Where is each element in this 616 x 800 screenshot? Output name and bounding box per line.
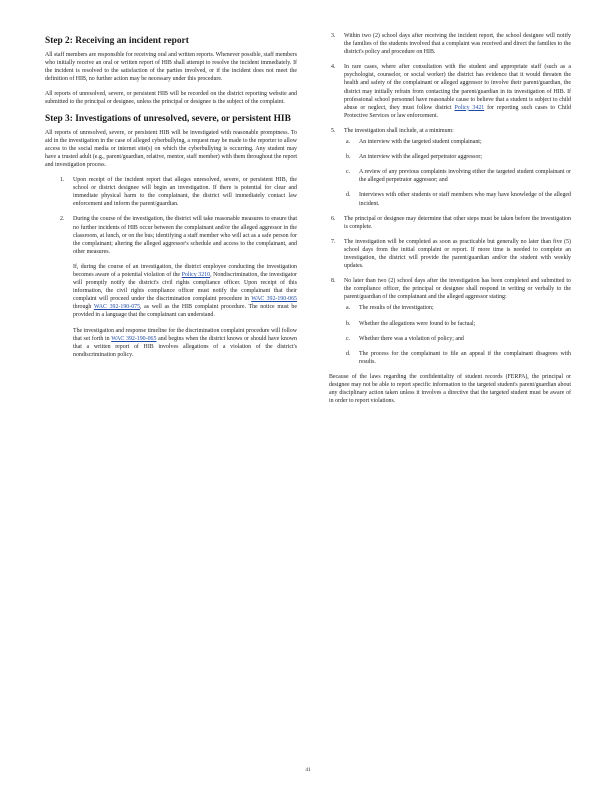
- list-item: [329, 215, 571, 231]
- list-item-number: 7.: [331, 238, 336, 245]
- sub-item-text: An interview with the targeted student complainant;: [359, 139, 482, 146]
- response-contents-sublist: [344, 304, 571, 365]
- wac-392-190-065-link[interactable]: WAC 392-190-065: [251, 296, 297, 303]
- list-item: [45, 176, 297, 208]
- civil-rights-text-4: , as well as the HIB complaint procedure. The notice must be provided in a language that the complainant can understand.: [73, 304, 297, 319]
- list-item: [329, 277, 571, 366]
- list-item-text: The principal or designee may determine that other steps must be taken before the investigation is complete.: [344, 215, 571, 230]
- investigation-steps-list-continued: [329, 32, 571, 366]
- list-item-text: During the course of the investigation, the district will take reasonable measures to ensure that no further incidents of HIB occur between the complainant and/or the alleged aggressor in the classroom, at lunch, or on the bus; identifying a staff member who will act as a safe person for the complainant; altering the alleged aggressor's schedule and access to the complainant, and other measures.: [73, 216, 297, 255]
- investigation-minimum-sublist: [344, 138, 571, 208]
- list-item: [329, 63, 571, 120]
- sub-list-item: [344, 320, 571, 328]
- list-item: [45, 215, 297, 255]
- list-item-number: 5.: [331, 127, 336, 134]
- list-item-text-cont: for reporting such cases to Child Protective Services or law enforcement.: [344, 104, 572, 119]
- policy-3210-link[interactable]: Policy 3210: [181, 271, 211, 278]
- step2-heading: Step 2: Receiving an incident report: [45, 36, 189, 46]
- sub-item-text: Whether there was a violation of policy; and: [359, 335, 464, 342]
- list-item-number: 2.: [60, 216, 65, 223]
- sub-list-item: [344, 138, 571, 146]
- list-item-text: In rare cases, where after consultation with the student and appropriate staff (such as a psychologist, counselor, or social worker) the district has evidence that it would threaten the health and safety of the complainant or alleged aggressor to involve their parent/guardian, the district may initially refrain from contacting the parent/guardian in its investigation of HIB. If professional school personnel have reasonable cause to believe that a student is subject to child abuse or neglect, they must follow district: [344, 64, 571, 111]
- sub-item-letter: b.: [346, 154, 351, 161]
- sub-item-text: Interviews with other students or staff members who may have knowledge of the alleged incident.: [359, 192, 571, 207]
- civil-rights-text-1: If, during the course of an investigation, the district employee conducting the investigation becomes aware of a potential violation of the: [73, 263, 297, 278]
- sub-item-letter: b.: [346, 320, 351, 327]
- timeline-text-1: The investigation and response timeline for the discrimination complaint procedure will follow that set forth in: [73, 327, 297, 342]
- sub-list-item: [344, 304, 571, 312]
- sub-item-text: A review of any previous complaints involving either the targeted student complainant or the alleged perpetrator aggressor; and: [359, 169, 571, 184]
- list-item: [329, 238, 571, 270]
- sub-item-letter: d.: [346, 192, 351, 199]
- right-column: [329, 32, 571, 412]
- sub-list-item: [344, 350, 571, 366]
- timeline-paragraph: [73, 327, 297, 359]
- sub-item-letter: a.: [346, 305, 351, 312]
- sub-list-item: [344, 335, 571, 343]
- investigation-steps-list: [45, 176, 297, 256]
- sub-item-letter: d.: [346, 350, 351, 357]
- sub-item-text: An interview with the alleged perpetrator aggressor;: [359, 154, 483, 161]
- list-item-text: Within two (2) school days after receiving the incident report, the school designee will notify the families of the students involved that a complaint was received and direct the families to the district's policy and procedure on HIB.: [344, 33, 571, 56]
- sub-item-text: The results of the investigation;: [359, 305, 434, 312]
- sub-item-text: The process for the complainant to file an appeal if the complainant disagrees with results.: [359, 350, 571, 365]
- civil-rights-text-3: through: [73, 304, 94, 311]
- sub-list-item: [344, 153, 571, 161]
- list-item: [329, 32, 571, 56]
- list-item-number: 4.: [331, 64, 336, 71]
- civil-rights-text-2: , Nondiscrimination, the investigator will promptly notify the district's civil rights compliance officer. Upon receipt of this information, the civil rights compliance officer must notify the complainant that their complaint will proceed under the discrimination complaint procedure in: [73, 271, 297, 303]
- left-column: [45, 32, 297, 366]
- timeline-text-2: and begins when the district knows or should have known that a written report of HIB involves allegations of a violation of the district's nondiscrimination policy.: [73, 335, 297, 358]
- step3-paragraph-1: All reports of unresolved, severe, or persistent HIB will be investigated with reasonable promptness. To aid in the investigation in the case of alleged cyberbullying, a request may be made to the reporter to allow access to the social media or internet site(s) on which the cyberbullying is occurring. Any student may have a trusted adult (e.g., parent/guardian, relative, mentor, staff member) with them throughout the report and investigation process.: [45, 129, 297, 168]
- step3-heading: Step 3: Investigations of unresolved, severe, or persistent HIB: [45, 113, 291, 124]
- list-item-number: 6.: [331, 215, 336, 222]
- civil-rights-paragraph: [73, 263, 297, 320]
- sub-item-letter: c.: [346, 335, 351, 342]
- step2-paragraph-1: All staff members are responsible for receiving oral and written reports. Whenever possible, staff members who initially receive an oral or written report of HIB shall attempt to resolve the incident immediately. If the incident is resolved to the satisfaction of the parties involved, or if the incident does not meet the definition of HIB, no further action may be necessary under this procedure.: [45, 52, 297, 83]
- list-item-number: 3.: [331, 33, 336, 39]
- list-item-text: The investigation will be completed as soon as practicable but generally no later than five (5) school days from the initial complaint or report. If more time is needed to complete an investigation, the district will provide the parent/guardian and/or the student with weekly updates.: [344, 238, 571, 270]
- wac-392-190-065-link-2[interactable]: WAC 392-190-065: [111, 335, 157, 342]
- wac-392-190-075-link[interactable]: WAC 392-190-075: [93, 304, 141, 311]
- list-item-number: 1.: [60, 177, 65, 184]
- list-item-text: The investigation shall include, at a minimum:: [344, 127, 454, 134]
- sub-item-letter: c.: [346, 169, 351, 176]
- list-item-text: No later than two (2) school days after the investigation has been completed and submitted to the compliance officer, the principal or designee shall respond in writing or verbally to the parent/guardian of the complainant and the alleged aggressor stating:: [344, 278, 571, 301]
- confidentiality-paragraph: Because of the laws regarding the confidentiality of student records (FERPA), the principal or designee may not be able to report specific information to the targeted student's parent/guardian about any disciplinary action taken unless it involves a directive that the targeted student must be aware of in order to report violations.: [329, 373, 571, 405]
- sub-item-letter: a.: [346, 139, 351, 146]
- list-item-number: 8.: [331, 278, 336, 285]
- policy-3421-link[interactable]: Policy 3421: [454, 104, 485, 111]
- step2-paragraph-2: All reports of unresolved, severe, or persistent HIB will be recorded on the district reporting website and submitted to the principal or designee, unless the principal or designee is the subject of the complaint.: [45, 91, 297, 106]
- sub-item-text: Whether the allegations were found to be factual;: [359, 320, 476, 327]
- page-number: 41: [305, 767, 311, 773]
- sub-list-item: [344, 191, 571, 207]
- sub-list-item: [344, 168, 571, 184]
- list-item-text: Upon receipt of the incident report that alleges unresolved, severe, or persistent HIB, the school or district designee will begin an investigation. If there is potential for clear and immediate physical harm to the complainant, the district will immediately contact law enforcement and inform the parent/guardian.: [73, 177, 297, 208]
- list-item: [329, 127, 571, 208]
